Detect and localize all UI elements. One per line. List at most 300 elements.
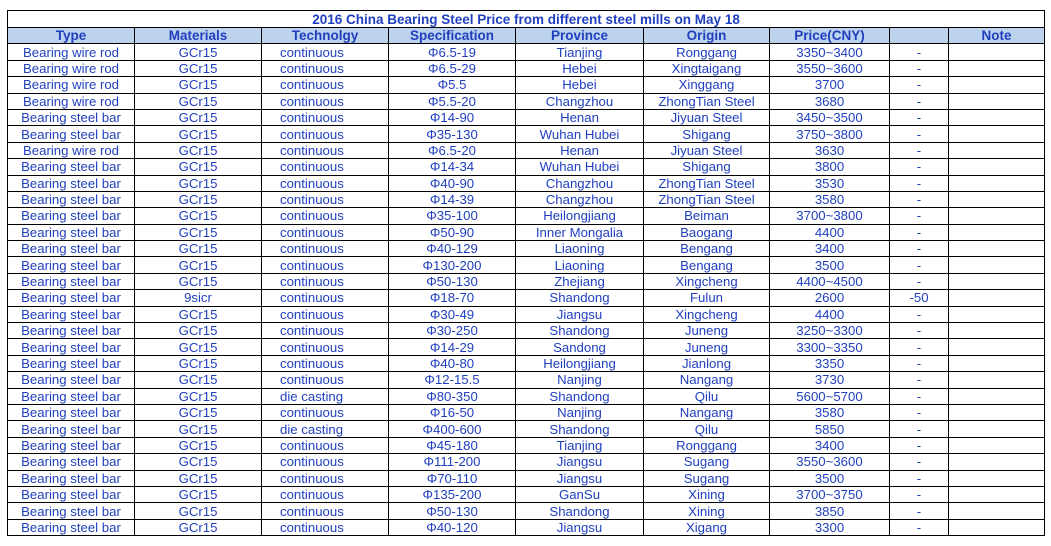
material-cell[interactable]: GCr15: [135, 93, 262, 109]
table-row[interactable]: [8, 224, 1045, 240]
origin-cell[interactable]: Juneng: [644, 323, 770, 339]
type-cell[interactable]: Bearing steel bar: [8, 404, 135, 420]
province-cell[interactable]: Jiangsu: [516, 470, 644, 486]
change-cell[interactable]: -: [890, 437, 949, 453]
technology-cell[interactable]: continuous: [262, 339, 389, 355]
origin-cell[interactable]: Qilu: [644, 421, 770, 437]
change-cell[interactable]: -: [890, 224, 949, 240]
province-cell[interactable]: Shandong: [516, 290, 644, 306]
material-cell[interactable]: GCr15: [135, 208, 262, 224]
technology-cell[interactable]: continuous: [262, 241, 389, 257]
price-cell[interactable]: 3350~3400: [770, 44, 890, 60]
note-cell[interactable]: [949, 159, 1045, 175]
table-row[interactable]: [8, 126, 1045, 142]
table-row[interactable]: [8, 323, 1045, 339]
note-cell[interactable]: [949, 142, 1045, 158]
table-row[interactable]: [8, 503, 1045, 519]
col-header-origin[interactable]: Origin: [644, 28, 770, 44]
province-cell[interactable]: Liaoning: [516, 241, 644, 257]
table-row[interactable]: [8, 421, 1045, 437]
material-cell[interactable]: GCr15: [135, 241, 262, 257]
price-cell[interactable]: 5850: [770, 421, 890, 437]
type-cell[interactable]: Bearing steel bar: [8, 388, 135, 404]
change-cell[interactable]: -: [890, 273, 949, 289]
origin-cell[interactable]: Xining: [644, 503, 770, 519]
type-cell[interactable]: Bearing steel bar: [8, 208, 135, 224]
province-cell[interactable]: Henan: [516, 109, 644, 125]
note-cell[interactable]: [949, 454, 1045, 470]
technology-cell[interactable]: continuous: [262, 306, 389, 322]
price-cell[interactable]: 3700: [770, 77, 890, 93]
change-cell[interactable]: -: [890, 109, 949, 125]
note-cell[interactable]: [949, 519, 1045, 535]
origin-cell[interactable]: Baogang: [644, 224, 770, 240]
col-header-materials[interactable]: Materials: [135, 28, 262, 44]
change-cell[interactable]: -: [890, 306, 949, 322]
specification-cell[interactable]: Φ30-250: [389, 323, 516, 339]
table-row[interactable]: [8, 339, 1045, 355]
note-cell[interactable]: [949, 126, 1045, 142]
origin-cell[interactable]: ZhongTian Steel: [644, 93, 770, 109]
province-cell[interactable]: Changzhou: [516, 93, 644, 109]
province-cell[interactable]: Liaoning: [516, 257, 644, 273]
specification-cell[interactable]: Φ40-120: [389, 519, 516, 535]
material-cell[interactable]: GCr15: [135, 437, 262, 453]
type-cell[interactable]: Bearing steel bar: [8, 486, 135, 502]
specification-cell[interactable]: Φ14-29: [389, 339, 516, 355]
note-cell[interactable]: [949, 208, 1045, 224]
table-row[interactable]: [8, 454, 1045, 470]
material-cell[interactable]: GCr15: [135, 454, 262, 470]
table-row[interactable]: [8, 470, 1045, 486]
note-cell[interactable]: [949, 93, 1045, 109]
specification-cell[interactable]: Φ16-50: [389, 404, 516, 420]
col-header-province[interactable]: Province: [516, 28, 644, 44]
technology-cell[interactable]: continuous: [262, 486, 389, 502]
material-cell[interactable]: GCr15: [135, 273, 262, 289]
note-cell[interactable]: [949, 306, 1045, 322]
origin-cell[interactable]: Shigang: [644, 126, 770, 142]
price-cell[interactable]: 3350: [770, 355, 890, 371]
col-header-specification[interactable]: Specification: [389, 28, 516, 44]
change-cell[interactable]: -: [890, 323, 949, 339]
specification-cell[interactable]: Φ5.5: [389, 77, 516, 93]
note-cell[interactable]: [949, 323, 1045, 339]
origin-cell[interactable]: Shigang: [644, 159, 770, 175]
technology-cell[interactable]: continuous: [262, 142, 389, 158]
technology-cell[interactable]: continuous: [262, 519, 389, 535]
material-cell[interactable]: GCr15: [135, 77, 262, 93]
price-cell[interactable]: 3400: [770, 241, 890, 257]
type-cell[interactable]: Bearing steel bar: [8, 109, 135, 125]
change-cell[interactable]: -: [890, 404, 949, 420]
change-cell[interactable]: -: [890, 372, 949, 388]
province-cell[interactable]: Shandong: [516, 421, 644, 437]
origin-cell[interactable]: Bengang: [644, 241, 770, 257]
change-cell[interactable]: -: [890, 93, 949, 109]
col-header-price[interactable]: Price(CNY): [770, 28, 890, 44]
type-cell[interactable]: Bearing steel bar: [8, 175, 135, 191]
province-cell[interactable]: Shandong: [516, 503, 644, 519]
price-cell[interactable]: 3580: [770, 191, 890, 207]
technology-cell[interactable]: continuous: [262, 503, 389, 519]
change-cell[interactable]: -: [890, 421, 949, 437]
specification-cell[interactable]: Φ400-600: [389, 421, 516, 437]
price-cell[interactable]: 3530: [770, 175, 890, 191]
note-cell[interactable]: [949, 290, 1045, 306]
price-cell[interactable]: 3500: [770, 470, 890, 486]
origin-cell[interactable]: Jianlong: [644, 355, 770, 371]
price-cell[interactable]: 3800: [770, 159, 890, 175]
specification-cell[interactable]: Φ111-200: [389, 454, 516, 470]
province-cell[interactable]: Henan: [516, 142, 644, 158]
specification-cell[interactable]: Φ30-49: [389, 306, 516, 322]
table-row[interactable]: [8, 355, 1045, 371]
province-cell[interactable]: Sandong: [516, 339, 644, 355]
type-cell[interactable]: Bearing steel bar: [8, 290, 135, 306]
table-row[interactable]: [8, 191, 1045, 207]
technology-cell[interactable]: continuous: [262, 60, 389, 76]
price-cell[interactable]: 2600: [770, 290, 890, 306]
material-cell[interactable]: GCr15: [135, 388, 262, 404]
material-cell[interactable]: GCr15: [135, 109, 262, 125]
price-cell[interactable]: 3250~3300: [770, 323, 890, 339]
note-cell[interactable]: [949, 388, 1045, 404]
type-cell[interactable]: Bearing wire rod: [8, 77, 135, 93]
price-cell[interactable]: 5600~5700: [770, 388, 890, 404]
material-cell[interactable]: GCr15: [135, 355, 262, 371]
type-cell[interactable]: Bearing steel bar: [8, 503, 135, 519]
province-cell[interactable]: Wuhan Hubei: [516, 159, 644, 175]
material-cell[interactable]: GCr15: [135, 191, 262, 207]
specification-cell[interactable]: Φ35-100: [389, 208, 516, 224]
material-cell[interactable]: GCr15: [135, 421, 262, 437]
province-cell[interactable]: Tianjing: [516, 437, 644, 453]
technology-cell[interactable]: die casting: [262, 421, 389, 437]
col-header-note[interactable]: Note: [949, 28, 1045, 44]
technology-cell[interactable]: continuous: [262, 93, 389, 109]
province-cell[interactable]: Shandong: [516, 323, 644, 339]
province-cell[interactable]: Heilongjiang: [516, 355, 644, 371]
change-cell[interactable]: -: [890, 519, 949, 535]
technology-cell[interactable]: continuous: [262, 208, 389, 224]
province-cell[interactable]: Zhejiang: [516, 273, 644, 289]
table-row[interactable]: [8, 290, 1045, 306]
material-cell[interactable]: GCr15: [135, 306, 262, 322]
table-row[interactable]: [8, 519, 1045, 535]
province-cell[interactable]: Changzhou: [516, 191, 644, 207]
table-row[interactable]: [8, 175, 1045, 191]
type-cell[interactable]: Bearing steel bar: [8, 257, 135, 273]
material-cell[interactable]: GCr15: [135, 323, 262, 339]
change-cell[interactable]: -: [890, 77, 949, 93]
origin-cell[interactable]: ZhongTian Steel: [644, 175, 770, 191]
price-cell[interactable]: 3550~3600: [770, 60, 890, 76]
material-cell[interactable]: GCr15: [135, 470, 262, 486]
type-cell[interactable]: Bearing steel bar: [8, 273, 135, 289]
specification-cell[interactable]: Φ5.5-20: [389, 93, 516, 109]
material-cell[interactable]: GCr15: [135, 519, 262, 535]
origin-cell[interactable]: Qilu: [644, 388, 770, 404]
specification-cell[interactable]: Φ50-130: [389, 503, 516, 519]
technology-cell[interactable]: continuous: [262, 372, 389, 388]
change-cell[interactable]: -: [890, 339, 949, 355]
type-cell[interactable]: Bearing steel bar: [8, 224, 135, 240]
change-cell[interactable]: -: [890, 470, 949, 486]
price-cell[interactable]: 3850: [770, 503, 890, 519]
material-cell[interactable]: GCr15: [135, 404, 262, 420]
origin-cell[interactable]: Xigang: [644, 519, 770, 535]
specification-cell[interactable]: Φ6.5-29: [389, 60, 516, 76]
type-cell[interactable]: Bearing steel bar: [8, 437, 135, 453]
type-cell[interactable]: Bearing steel bar: [8, 306, 135, 322]
specification-cell[interactable]: Φ80-350: [389, 388, 516, 404]
price-cell[interactable]: 3730: [770, 372, 890, 388]
specification-cell[interactable]: Φ6.5-20: [389, 142, 516, 158]
table-row[interactable]: [8, 159, 1045, 175]
origin-cell[interactable]: Ronggang: [644, 44, 770, 60]
technology-cell[interactable]: continuous: [262, 44, 389, 60]
province-cell[interactable]: Hebei: [516, 60, 644, 76]
province-cell[interactable]: Inner Mongalia: [516, 224, 644, 240]
table-row[interactable]: [8, 437, 1045, 453]
type-cell[interactable]: Bearing steel bar: [8, 355, 135, 371]
origin-cell[interactable]: Xingcheng: [644, 306, 770, 322]
origin-cell[interactable]: Nangang: [644, 404, 770, 420]
note-cell[interactable]: [949, 339, 1045, 355]
table-row[interactable]: [8, 404, 1045, 420]
specification-cell[interactable]: Φ40-90: [389, 175, 516, 191]
price-cell[interactable]: 3300~3350: [770, 339, 890, 355]
specification-cell[interactable]: Φ45-180: [389, 437, 516, 453]
type-cell[interactable]: Bearing wire rod: [8, 93, 135, 109]
origin-cell[interactable]: Bengang: [644, 257, 770, 273]
col-header-technology[interactable]: Technolgy: [262, 28, 389, 44]
note-cell[interactable]: [949, 273, 1045, 289]
technology-cell[interactable]: continuous: [262, 191, 389, 207]
material-cell[interactable]: GCr15: [135, 224, 262, 240]
type-cell[interactable]: Bearing steel bar: [8, 191, 135, 207]
specification-cell[interactable]: Φ40-80: [389, 355, 516, 371]
col-header-change[interactable]: [890, 28, 949, 44]
technology-cell[interactable]: continuous: [262, 109, 389, 125]
price-cell[interactable]: 3450~3500: [770, 109, 890, 125]
note-cell[interactable]: [949, 77, 1045, 93]
table-row[interactable]: [8, 142, 1045, 158]
table-row[interactable]: [8, 208, 1045, 224]
technology-cell[interactable]: die casting: [262, 388, 389, 404]
note-cell[interactable]: [949, 503, 1045, 519]
change-cell[interactable]: -: [890, 503, 949, 519]
material-cell[interactable]: GCr15: [135, 60, 262, 76]
note-cell[interactable]: [949, 421, 1045, 437]
change-cell[interactable]: -: [890, 126, 949, 142]
change-cell[interactable]: -: [890, 60, 949, 76]
material-cell[interactable]: 9sicr: [135, 290, 262, 306]
price-cell[interactable]: 3630: [770, 142, 890, 158]
province-cell[interactable]: Jiangsu: [516, 519, 644, 535]
technology-cell[interactable]: continuous: [262, 159, 389, 175]
change-cell[interactable]: -: [890, 388, 949, 404]
type-cell[interactable]: Bearing steel bar: [8, 372, 135, 388]
specification-cell[interactable]: Φ35-130: [389, 126, 516, 142]
price-cell[interactable]: 3680: [770, 93, 890, 109]
specification-cell[interactable]: Φ14-90: [389, 109, 516, 125]
origin-cell[interactable]: Sugang: [644, 454, 770, 470]
origin-cell[interactable]: Ronggang: [644, 437, 770, 453]
origin-cell[interactable]: Xining: [644, 486, 770, 502]
table-row[interactable]: [8, 388, 1045, 404]
note-cell[interactable]: [949, 191, 1045, 207]
note-cell[interactable]: [949, 224, 1045, 240]
province-cell[interactable]: Jiangsu: [516, 454, 644, 470]
origin-cell[interactable]: Juneng: [644, 339, 770, 355]
type-cell[interactable]: Bearing steel bar: [8, 339, 135, 355]
specification-cell[interactable]: Φ40-129: [389, 241, 516, 257]
technology-cell[interactable]: continuous: [262, 404, 389, 420]
note-cell[interactable]: [949, 109, 1045, 125]
province-cell[interactable]: Hebei: [516, 77, 644, 93]
type-cell[interactable]: Bearing steel bar: [8, 241, 135, 257]
province-cell[interactable]: GanSu: [516, 486, 644, 502]
price-cell[interactable]: 3700~3750: [770, 486, 890, 502]
origin-cell[interactable]: Jiyuan Steel: [644, 109, 770, 125]
price-cell[interactable]: 3580: [770, 404, 890, 420]
table-row[interactable]: [8, 372, 1045, 388]
province-cell[interactable]: Tianjing: [516, 44, 644, 60]
price-cell[interactable]: 3750~3800: [770, 126, 890, 142]
price-cell[interactable]: 4400~4500: [770, 273, 890, 289]
origin-cell[interactable]: Fulun: [644, 290, 770, 306]
type-cell[interactable]: Bearing steel bar: [8, 159, 135, 175]
price-cell[interactable]: 3400: [770, 437, 890, 453]
note-cell[interactable]: [949, 404, 1045, 420]
col-header-type[interactable]: Type: [8, 28, 135, 44]
material-cell[interactable]: GCr15: [135, 339, 262, 355]
table-row[interactable]: [8, 486, 1045, 502]
material-cell[interactable]: GCr15: [135, 44, 262, 60]
note-cell[interactable]: [949, 437, 1045, 453]
price-cell[interactable]: 4400: [770, 224, 890, 240]
technology-cell[interactable]: continuous: [262, 224, 389, 240]
material-cell[interactable]: GCr15: [135, 486, 262, 502]
note-cell[interactable]: [949, 257, 1045, 273]
type-cell[interactable]: Bearing steel bar: [8, 470, 135, 486]
province-cell[interactable]: Shandong: [516, 388, 644, 404]
table-row[interactable]: [8, 60, 1045, 76]
origin-cell[interactable]: Jiyuan Steel: [644, 142, 770, 158]
table-row[interactable]: [8, 257, 1045, 273]
technology-cell[interactable]: continuous: [262, 290, 389, 306]
province-cell[interactable]: Jiangsu: [516, 306, 644, 322]
change-cell[interactable]: -50: [890, 290, 949, 306]
material-cell[interactable]: GCr15: [135, 503, 262, 519]
table-row[interactable]: [8, 273, 1045, 289]
specification-cell[interactable]: Φ70-110: [389, 470, 516, 486]
price-cell[interactable]: 3550~3600: [770, 454, 890, 470]
change-cell[interactable]: -: [890, 454, 949, 470]
province-cell[interactable]: Nanjing: [516, 404, 644, 420]
material-cell[interactable]: GCr15: [135, 159, 262, 175]
specification-cell[interactable]: Φ135-200: [389, 486, 516, 502]
change-cell[interactable]: -: [890, 486, 949, 502]
origin-cell[interactable]: Xingcheng: [644, 273, 770, 289]
material-cell[interactable]: GCr15: [135, 126, 262, 142]
origin-cell[interactable]: Sugang: [644, 470, 770, 486]
price-cell[interactable]: 4400: [770, 306, 890, 322]
specification-cell[interactable]: Φ14-39: [389, 191, 516, 207]
origin-cell[interactable]: Xingtaigang: [644, 60, 770, 76]
material-cell[interactable]: GCr15: [135, 175, 262, 191]
technology-cell[interactable]: continuous: [262, 257, 389, 273]
table-row[interactable]: [8, 306, 1045, 322]
note-cell[interactable]: [949, 241, 1045, 257]
province-cell[interactable]: Heilongjiang: [516, 208, 644, 224]
change-cell[interactable]: -: [890, 208, 949, 224]
price-cell[interactable]: 3700~3800: [770, 208, 890, 224]
type-cell[interactable]: Bearing steel bar: [8, 519, 135, 535]
province-cell[interactable]: Wuhan Hubei: [516, 126, 644, 142]
table-row[interactable]: [8, 44, 1045, 60]
type-cell[interactable]: Bearing wire rod: [8, 142, 135, 158]
technology-cell[interactable]: continuous: [262, 437, 389, 453]
note-cell[interactable]: [949, 355, 1045, 371]
province-cell[interactable]: Changzhou: [516, 175, 644, 191]
price-cell[interactable]: 3500: [770, 257, 890, 273]
note-cell[interactable]: [949, 372, 1045, 388]
specification-cell[interactable]: Φ14-34: [389, 159, 516, 175]
technology-cell[interactable]: continuous: [262, 454, 389, 470]
origin-cell[interactable]: Nangang: [644, 372, 770, 388]
material-cell[interactable]: GCr15: [135, 257, 262, 273]
technology-cell[interactable]: continuous: [262, 77, 389, 93]
origin-cell[interactable]: Beiman: [644, 208, 770, 224]
type-cell[interactable]: Bearing steel bar: [8, 323, 135, 339]
change-cell[interactable]: -: [890, 175, 949, 191]
specification-cell[interactable]: Φ18-70: [389, 290, 516, 306]
type-cell[interactable]: Bearing steel bar: [8, 126, 135, 142]
technology-cell[interactable]: continuous: [262, 126, 389, 142]
origin-cell[interactable]: ZhongTian Steel: [644, 191, 770, 207]
material-cell[interactable]: GCr15: [135, 142, 262, 158]
change-cell[interactable]: -: [890, 355, 949, 371]
technology-cell[interactable]: continuous: [262, 273, 389, 289]
note-cell[interactable]: [949, 60, 1045, 76]
table-row[interactable]: [8, 77, 1045, 93]
change-cell[interactable]: -: [890, 142, 949, 158]
specification-cell[interactable]: Φ130-200: [389, 257, 516, 273]
change-cell[interactable]: -: [890, 257, 949, 273]
type-cell[interactable]: Bearing steel bar: [8, 454, 135, 470]
table-row[interactable]: [8, 93, 1045, 109]
province-cell[interactable]: Nanjing: [516, 372, 644, 388]
type-cell[interactable]: Bearing steel bar: [8, 421, 135, 437]
specification-cell[interactable]: Φ50-130: [389, 273, 516, 289]
material-cell[interactable]: GCr15: [135, 372, 262, 388]
change-cell[interactable]: -: [890, 44, 949, 60]
note-cell[interactable]: [949, 44, 1045, 60]
table-row[interactable]: [8, 241, 1045, 257]
table-row[interactable]: [8, 109, 1045, 125]
change-cell[interactable]: -: [890, 191, 949, 207]
origin-cell[interactable]: Xinggang: [644, 77, 770, 93]
technology-cell[interactable]: continuous: [262, 355, 389, 371]
type-cell[interactable]: Bearing wire rod: [8, 44, 135, 60]
specification-cell[interactable]: Φ50-90: [389, 224, 516, 240]
note-cell[interactable]: [949, 470, 1045, 486]
change-cell[interactable]: -: [890, 241, 949, 257]
specification-cell[interactable]: Φ12-15.5: [389, 372, 516, 388]
